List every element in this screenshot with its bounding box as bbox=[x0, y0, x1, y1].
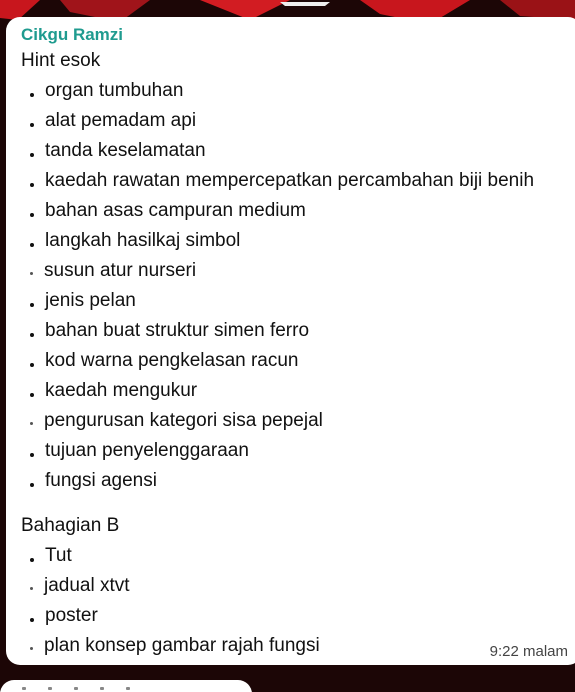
sender-name[interactable]: Cikgu Ramzi bbox=[21, 25, 124, 44]
list-item bbox=[21, 406, 575, 436]
bullet-icon bbox=[30, 153, 34, 157]
message-title: Hint esok bbox=[21, 50, 101, 71]
list-item-text: langkah hasilkaj simbol bbox=[45, 230, 241, 251]
bullet-icon bbox=[30, 213, 34, 217]
list-item bbox=[21, 196, 575, 226]
list-item-text: bahan buat struktur simen ferro bbox=[45, 320, 310, 341]
list-item bbox=[21, 601, 575, 631]
list-item bbox=[21, 106, 575, 136]
list-item-text: Tut bbox=[45, 545, 72, 566]
bullet-icon bbox=[30, 183, 34, 187]
list-item bbox=[21, 286, 575, 316]
list-item bbox=[21, 436, 575, 466]
list-item-text: tujuan penyelenggaraan bbox=[45, 440, 249, 461]
list-item-text: kaedah mengukur bbox=[45, 380, 198, 401]
hint-list bbox=[21, 76, 575, 496]
list-item-text: jadual xtvt bbox=[44, 575, 130, 596]
bullet-icon bbox=[30, 483, 34, 487]
list-item-text: kaedah rawatan mempercepatkan percambahan biji benih bbox=[45, 170, 535, 191]
message-bubble[interactable] bbox=[6, 17, 575, 665]
list-item-text: organ tumbuhan bbox=[45, 80, 184, 101]
list-item bbox=[21, 376, 575, 406]
list-item-text: alat pemadam api bbox=[45, 110, 197, 131]
bullet-icon bbox=[30, 647, 33, 650]
list-item bbox=[21, 466, 575, 496]
list-item bbox=[21, 571, 575, 601]
bullet-icon bbox=[30, 422, 33, 425]
list-item bbox=[21, 346, 575, 376]
list-item-text: jenis pelan bbox=[45, 290, 136, 311]
list-item-text: kod warna pengkelasan racun bbox=[45, 350, 299, 371]
list-item-text: tanda keselamatan bbox=[45, 140, 206, 161]
bullet-icon bbox=[30, 618, 34, 622]
message-timestamp: 9:22 malam bbox=[489, 643, 568, 660]
truncated-text bbox=[22, 687, 130, 690]
list-item-text: bahan asas campuran medium bbox=[45, 200, 306, 221]
list-item bbox=[21, 316, 575, 346]
bullet-icon bbox=[30, 587, 33, 590]
list-item-text: plan konsep gambar rajah fungsi bbox=[44, 635, 320, 656]
list-item bbox=[21, 166, 575, 196]
bullet-icon bbox=[30, 393, 34, 397]
list-item-text: susun atur nurseri bbox=[44, 260, 197, 281]
list-item bbox=[21, 541, 575, 571]
bullet-icon bbox=[30, 363, 34, 367]
bullet-icon bbox=[30, 272, 33, 275]
list-item-text: fungsi agensi bbox=[45, 470, 157, 491]
bullet-icon bbox=[30, 453, 34, 457]
bullet-icon bbox=[30, 93, 34, 97]
paragraph-gap bbox=[21, 496, 575, 511]
list-item bbox=[21, 256, 575, 286]
list-item-text: poster bbox=[45, 605, 98, 626]
next-message-bubble[interactable] bbox=[0, 680, 252, 692]
section-b-title: Bahagian B bbox=[21, 515, 120, 536]
bullet-icon bbox=[30, 243, 34, 247]
list-item bbox=[21, 76, 575, 106]
bullet-icon bbox=[30, 333, 34, 337]
bullet-icon bbox=[30, 123, 34, 127]
bullet-icon bbox=[30, 558, 34, 562]
list-item bbox=[21, 136, 575, 166]
bullet-icon bbox=[30, 303, 34, 307]
list-item-text: pengurusan kategori sisa pepejal bbox=[44, 410, 323, 431]
list-item bbox=[21, 226, 575, 256]
